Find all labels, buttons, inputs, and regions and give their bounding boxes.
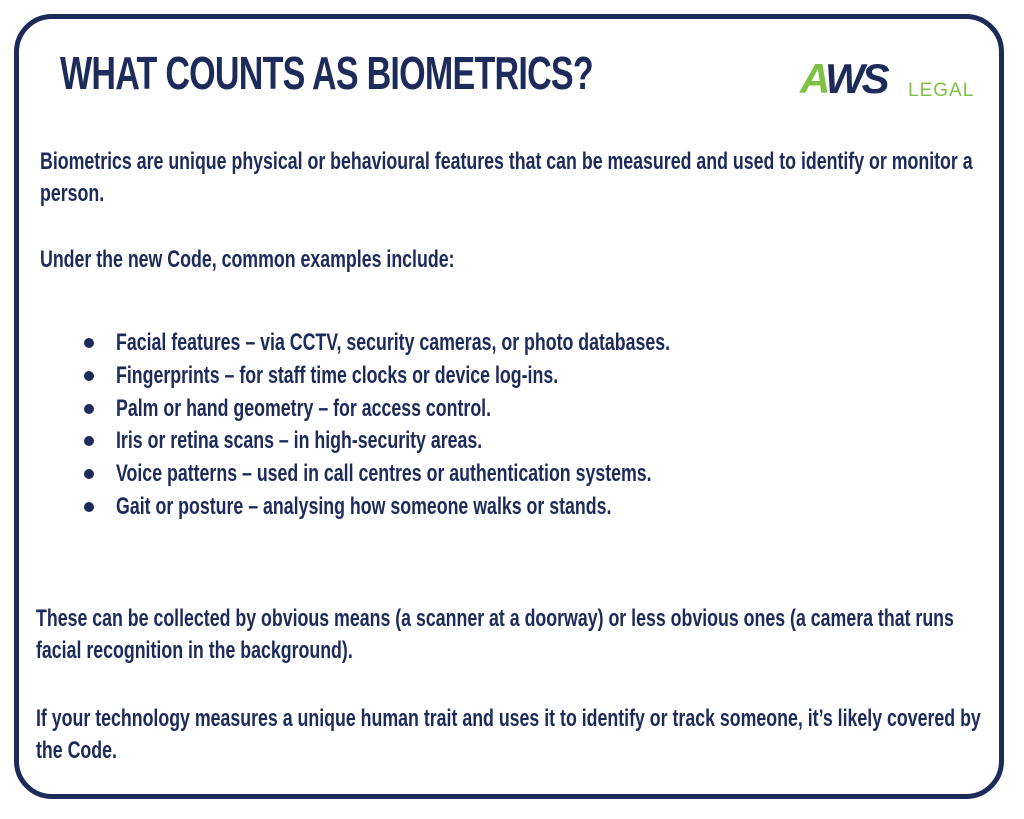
logo-mark-ws: WS xyxy=(825,55,887,102)
examples-lead: Under the new Code, common examples include: xyxy=(40,246,455,273)
list-item-text: Voice patterns – used in call centres or authentication systems. xyxy=(116,460,652,488)
logo-subtitle: LEGAL xyxy=(908,80,975,101)
page-title: WHAT COUNTS AS BIOMETRICS? xyxy=(60,47,593,99)
aws-legal-logo xyxy=(800,55,990,108)
bullet-icon xyxy=(84,371,94,381)
bullet-icon xyxy=(84,338,94,348)
logo-mark xyxy=(800,55,887,102)
list-item-text: Palm or hand geometry – for access control. xyxy=(116,394,492,422)
intro-paragraph: Biometrics are unique physical or behavioural features that can be measured and used to identify or monitor a person. xyxy=(40,148,973,207)
list-item-text: Gait or posture – analysing how someone walks or stands. xyxy=(116,492,612,520)
list-item-text: Fingerprints – for staff time clocks or device log-ins. xyxy=(116,361,559,389)
list-item-text: Facial features – via CCTV, security cameras, or photo databases. xyxy=(116,329,671,356)
collection-paragraph: These can be collected by obvious means (a scanner at a doorway) or less obvious ones (a camera that runs facial recognition in the background). xyxy=(36,605,954,664)
conclusion-paragraph: If your technology measures a unique human trait and uses it to identify or track someone, it’s likely covered by the Code. xyxy=(36,705,981,764)
bullet-icon xyxy=(84,404,94,414)
bullet-icon xyxy=(84,502,94,512)
logo-mark-a: A xyxy=(800,55,826,102)
list-item-text: Iris or retina scans – in high-security areas. xyxy=(116,427,483,455)
